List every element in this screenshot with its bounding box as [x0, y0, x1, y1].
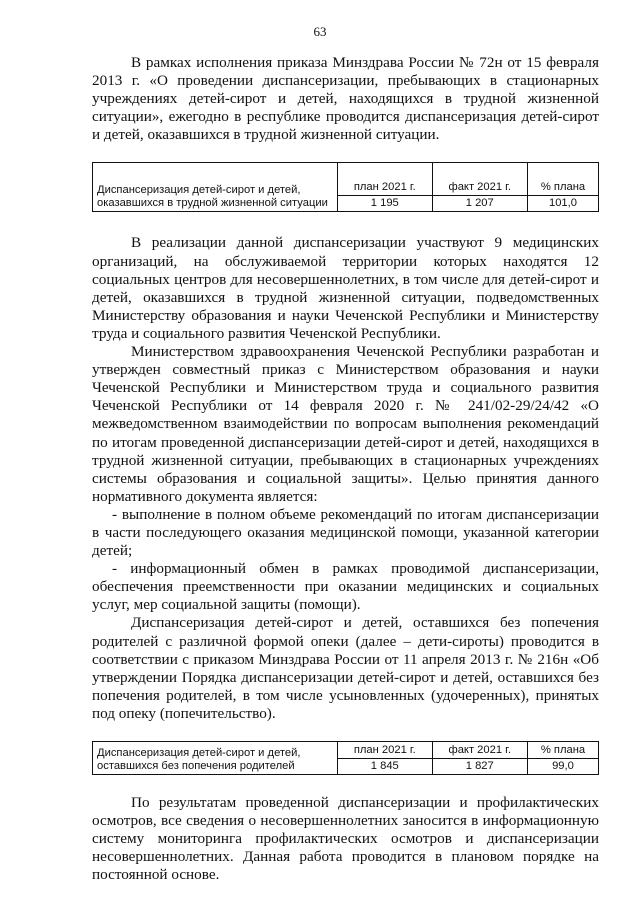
table-row-label: Диспансеризация детей-сирот и детей, оказавшихся в трудной жизненной ситуации [93, 163, 338, 212]
header-percent: % плана [527, 742, 598, 759]
table-row-label: Диспансеризация детей-сирот и детей, оставшихся без попечения родителей [93, 742, 338, 775]
table-header-row [93, 163, 599, 196]
value-fact: 1 827 [432, 759, 527, 775]
paragraph-medical-organizations: В реализации данной диспансеризации участвуют 9 медицинских организаций, на обслуживаемой территории которых находятся 12 социальных центров для несовершеннолетних, в том числе для детей-сирот и детей, оказавшихся в трудной жизненной ситуации, подведомственных Министерству образования и науки Чеченской Республики и Министерству труда и социального развития Чеченской Республики. [92, 234, 599, 342]
value-fact: 1 207 [432, 196, 527, 212]
list-item-information-exchange: - информационный обмен в рамках проводимой диспансеризации, обеспечения преемственности при оказании медицинских и социальных услуг, мер социальной защиты (помощи). [92, 560, 599, 614]
list-item-recommendations: - выполнение в полном объеме рекомендаций по итогам диспансеризации в части последующего оказания медицинской помощи, указанной категории детей; [92, 505, 599, 560]
table-header-row [93, 742, 599, 759]
table-orphans-difficult-situation [92, 162, 599, 212]
paragraph-order-216n: Диспансеризация детей-сирот и детей, оставшихся без попечения родителей с различной формой опеки (далее – дети-сироты) проводится в соответствии с приказом Минздрава России от 11 апреля 2013 г. № 216н «Об утверждении Порядка диспансеризации детей-сирот и детей, оставшихся без попечения родителей, в том числе усыновленных (удочеренных), принятых под опеку (попечительство). [92, 614, 599, 722]
header-fact: факт 2021 г. [432, 163, 527, 196]
value-percent: 99,0 [527, 759, 598, 775]
header-fact: факт 2021 г. [432, 742, 527, 759]
value-percent: 101,0 [527, 196, 598, 212]
header-percent: % плана [527, 163, 598, 196]
header-plan: план 2021 г. [338, 163, 433, 196]
value-plan: 1 195 [338, 196, 433, 212]
paragraph-monitoring-results: По результатам проведенной диспансеризации и профилактических осмотров, все сведения о несовершеннолетних заносится в информационную систему мониторинга профилактических осмотров и диспансеризации несовершеннолетних. Данная работа проводится в плановом порядке на постоянной основе. [92, 794, 599, 884]
paragraph-order-72n: В рамках исполнения приказа Минздрава России № 72н от 15 февраля 2013 г. «О проведении диспансеризации, пребывающих в стационарных учреждениях детей-сирот и детей, находящихся в трудной жизненной ситуации», ежегодно в республике проводится диспансеризация детей-сирот и детей, оказавшихся в трудной жизненной ситуации. [92, 54, 599, 144]
document-body [92, 54, 599, 884]
paragraph-joint-order: Министерством здравоохранения Чеченской Республики разработан и утвержден совместный приказ с Министерством образования и науки Чеченской Республики и Министерством труда и социального развития Чеченской Республики от 14 февраля 2020 г. № 241/02-29/24/42 «О межведомственном взаимодействии по вопросам выполнения рекомендаций по итогам проведенной диспансеризации детей-сирот и детей, находящихся в трудной жизненной ситуации, пребывающих в стационарных учреждениях системы образования и социальной защиты». Целью принятия данного нормативного документа является: [92, 343, 599, 505]
page-number: 63 [313, 24, 327, 39]
table-orphans-without-care [92, 741, 599, 775]
header-plan: план 2021 г. [338, 742, 433, 759]
value-plan: 1 845 [338, 759, 433, 775]
